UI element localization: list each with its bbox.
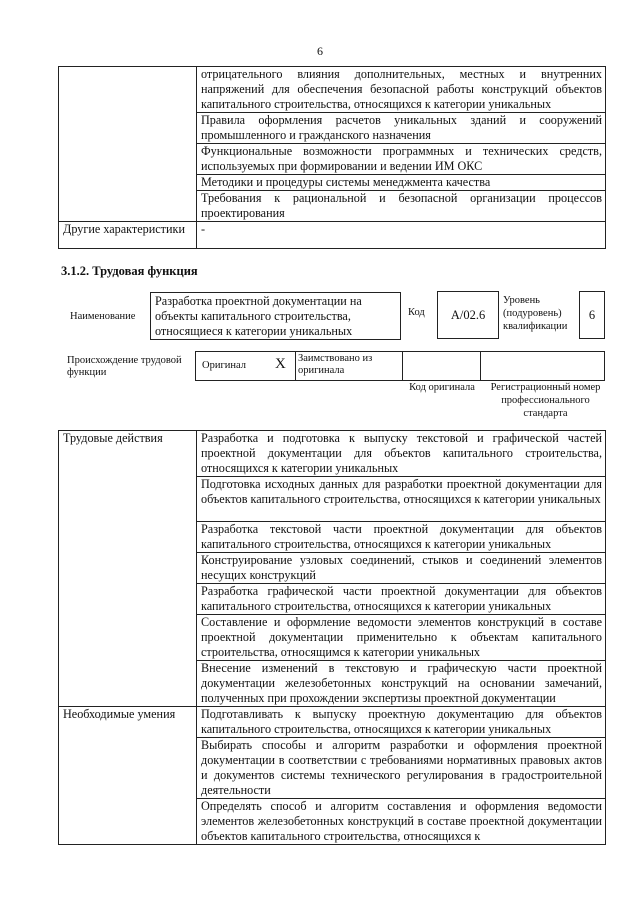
table-cell: Составление и оформление ведомости элементов конструкций в составе проектной документации применительно к объектам капитального строительства, относящимся к категории уникальных <box>197 615 606 661</box>
table-cell: Функциональные возможности программных и технических средств, используемых при формировании и ведении ИМ ОКС <box>197 144 606 175</box>
code-original-caption: Код оригинала <box>409 382 475 393</box>
table-cell: Правила оформления расчетов уникальных зданий и сооружений промышленного и гражданского назначения <box>197 113 606 144</box>
table-cell: - <box>197 222 606 249</box>
table-cell: Подготавливать к выпуску проектную документацию для объектов капитального строительства, относящихся к категории уникальных <box>197 707 606 738</box>
table-cell: Выбирать способы и алгоритм разработки и оформления проектной документации в соответствии с требованиями нормативных правовых актов и документов системы технического регулирования в градостроительной деятельности <box>197 738 606 799</box>
table-cell-label: Другие характеристики <box>59 222 197 249</box>
origin-label: Происхождение трудовой функции <box>67 355 182 378</box>
table-cell: Разработка и подготовка к выпуску текстовой и графической частей проектной документации для объектов капитального строительства, относящихся к категории уникальных <box>197 431 606 477</box>
table-cell: Подготовка исходных данных для разработки проектной документации для объектов капитального строительства, относящихся к категории уникальных <box>197 477 606 522</box>
table-row <box>59 431 606 477</box>
name-value: Разработка проектной документации на объекты капитального строительства, относящиеся к категории уникальных <box>150 292 401 340</box>
table-cell: Методики и процедуры системы менеджмента качества <box>197 175 606 191</box>
knowledge-table <box>58 66 606 249</box>
code-value: A/02.6 <box>437 291 499 339</box>
table-cell: Определять способ и алгоритм составления и оформления ведомости элементов железобетонных конструкций в составе проектной документации объектов капитального строительства, относящихся к <box>197 799 606 845</box>
original-mark: X <box>275 356 286 372</box>
borrowed-text: Заимствовано из оригинала <box>298 353 373 376</box>
page-number: 6 <box>317 44 323 58</box>
table-row <box>59 67 606 113</box>
table-cell: Внесение изменений в текстовую и графическую части проектной документации железобетонных конструкций на основании замечаний, полученных при прохождении экспертизы проектной документации <box>197 661 606 707</box>
original-text: Оригинал <box>202 360 246 371</box>
table-cell: Разработка графической части проектной документации для объектов капитального строительства, относящихся к категории уникальных <box>197 584 606 615</box>
table-cell-label <box>59 67 197 222</box>
table-cell-label: Трудовые действия <box>59 431 197 707</box>
level-value: 6 <box>579 291 605 339</box>
origin-row <box>195 351 605 381</box>
name-label: Наименование <box>70 311 136 322</box>
table-row <box>59 707 606 738</box>
table-cell: Требования к рациональной и безопасной организации процессов проектирования <box>197 191 606 222</box>
table-cell-label: Необходимые умения <box>59 707 197 845</box>
table-cell: Конструирование узловых соединений, стыков и соединений элементов несущих конструкций <box>197 553 606 584</box>
labor-actions-table <box>58 430 606 845</box>
code-label: Код <box>408 307 425 318</box>
section-heading: 3.1.2. Трудовая функция <box>61 264 198 278</box>
level-label: Уровень (подуровень) квалификации <box>503 295 568 332</box>
table-cell: отрицательного влияния дополнительных, местных и внутренних напряжений для обеспечения безопасной работы конструкций объектов капитального строительства, относящихся к категории уникальных <box>197 67 606 113</box>
reg-number-caption: Регистрационный номер профессионального стандарта <box>490 382 601 419</box>
table-cell: Разработка текстовой части проектной документации для объектов капитального строительства, относящихся к категории уникальных <box>197 522 606 553</box>
code-original-cell <box>403 352 481 380</box>
table-row <box>59 222 606 249</box>
